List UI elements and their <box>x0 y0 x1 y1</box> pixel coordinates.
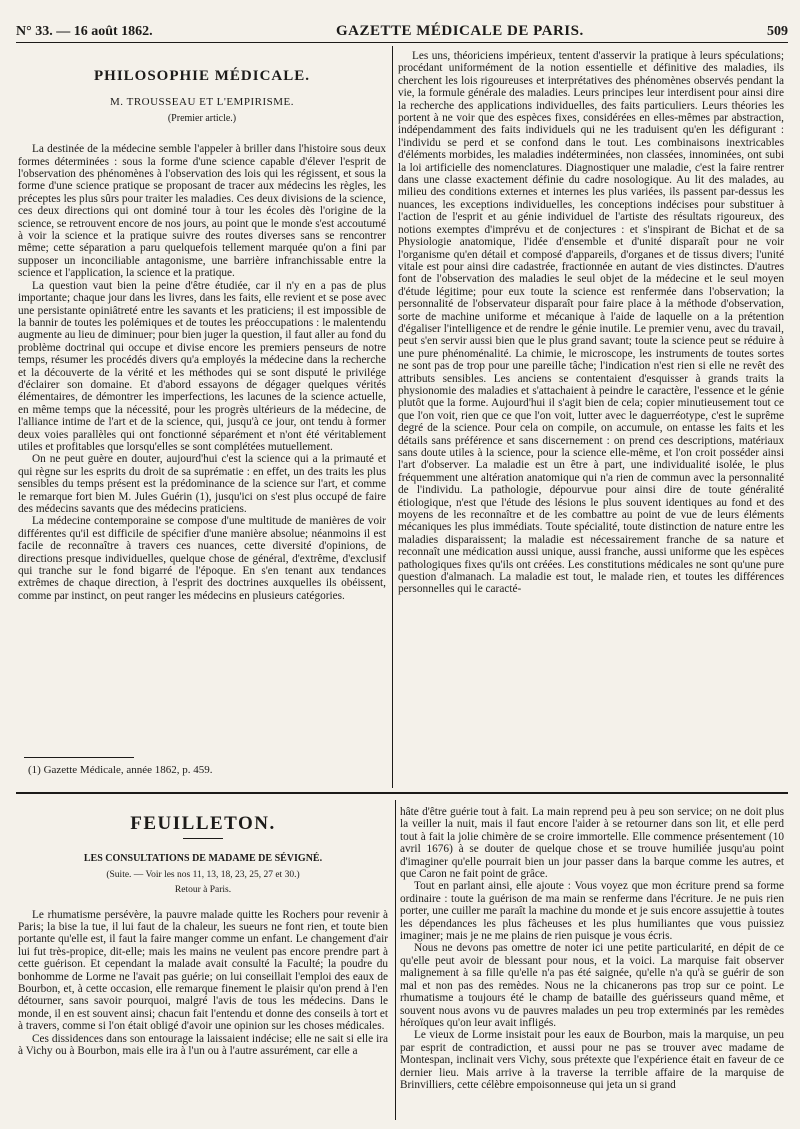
journal-title: GAZETTE MÉDICALE DE PARIS. <box>335 23 584 39</box>
feuilleton-title: FEUILLETON. <box>130 813 276 834</box>
paragraph: La destinée de la médecine semble l'appeler à briller dans l'histoire sous deux formes déterminées : sous la forme d'une science capable d'élever l'esprit de l'observation des phénomènes à l'observation des lois qui les régissent, et sous la forme d'une science pratique se proposant de tracer aux médecins les règles, les préceptes les plus sûrs pour traiter les maladies. Ces deux divisions de la science, ces deux directions qui ont dominé tour à tour les écoles dès l'origine de la science, se retrouvent encore de nos jours, au point que le monde s'est accoutumé à voir la science et la pratique suivre des routes diverses sans se rencontrer même; cette séparation a paru quelquefois tellement marquée qu'on a fini par supposer un inconciliable antagonisme, une barrière infranchissable entre la science et l'application, la science et la pratique. <box>18 143 386 280</box>
feuilleton-divider <box>16 792 788 794</box>
footnote-rule <box>24 757 134 758</box>
page-number: 509 <box>767 24 788 39</box>
paragraph: Les uns, théoriciens impérieux, tentent d'asservir la pratique à leurs spéculations; procédant uniformément de la notion essentielle et définitive des maladies, ils cherchent les lois rigoureuses et interprétatives des phénomènes observés pendant la vie, la formule générale des maladies. Leurs principes leur interdisent pour ainsi dire la recherche des applications individuelles, des faits particuliers. Leurs théories les portent à ne voir que des espèces fixes, considérées en elles-mêmes par abstraction, indépendamment des faits individuels qui ne les traduisent qu'en les défigurant : l'individu se perd et se confond dans le tout. Les combinaisons inextricables d'éléments morbides, les maladies indéterminées, non classées, innominées, ont subi la loi artificielle des nomenclatures. Diagnostiquer une maladie, c'est la faire rentrer dans une classe exactement définie du cadre nosologique. Au lit des malades, au milieu des conditions externes et internes les plus variées, ils passent par-dessus les nuances, les exceptions individuelles, les conceptions indécises pour substituer à l'action de l'esprit et au génie individuel de l'artiste des résultats rigoureux, des notions exemptes d'imprévu et de conjectures : et s'inspirant de Bichat et de sa Physiologie anatomique, l'idée d'ensemble et d'unité disparaît pour ne voir l'organisme qu'en détail et composé d'appareils, d'organes et de tissus divers; l'unité vitale est pour ainsi dire cadastrée, fractionnée en autant de vies distinctes. D'autres font de l'observation des maladies le seul objet de la médecine et le seul moyen d'étude légitime; pour eux toute la science est renfermée dans l'observation; la personnalité de l'observateur disparaît pour faire place à la méthode d'observation, sorte de machine uniforme et mécanique à l'aide de laquelle on a la prétention d'égaliser l'intelligence et de rendre le génie inutile. Le premier venu, avec du travail, peut s'en servir aussi bien que le plus grand savant; toute la science peut se réduire à une pure phénoménalité. La chimie, le microscope, les instruments de toutes sortes ne sont pas de trop pour une pareille tâche; l'indication n'est rien si elle ne revêt des attributs sensibles. Les anciens se contentaient d'esquisser à grands traits la physionomie des maladies et s'attachaient à peindre le caractère, l'essence et le génie plutôt que la forme. Aujourd'hui il s'agit bien de cela; copier minutieusement tout ce que l'on voit, rien que ce que l'on voit, lutter avec le daguerréotype, c'est le suprême degré de la science. Pour cela on compile, on accumule, on entasse les faits et les détails sans préférence et sans discernement : on prend ces descriptions, matériaux sans doute utiles à la science, pour la science elle-même, et l'on croit posséder ainsi l'art d'observer. La maladie est un être à part, une individualité isolée, le plus fréquemment une altération anatomique qui n'a rien de commun avec la personnalité de l'individu. La pathologie, dépourvue pour ainsi dire de toute généralité étiologique, n'est que l'étude des lésions le plus souvent identiques au fond et des moyens de les reconnaître et de les combattre au point de vue de leurs éléments mécaniques les plus immédiats. Toute spécialité, toute distinction de nature entre les maladies disparaissent; la maladie est nécessairement franche de sa nature et reconnaît une médication aussi unique, aussi franche, aussi uniforme que les espèces pathologiques fixes qu'ils ont créées. Les constitutions médicales ne sont qu'une pure question d'almanach. La maladie est tout, le malade rien, et toutes les différences personnelles qui le caracté- <box>398 50 784 596</box>
paragraph: Nous ne devons pas omettre de noter ici une petite particularité, en dépit de ce qu'elle peut avoir de blessant pour nous, et la voici. La marquise fait observer malignement à sa fille qu'elle n'a pas été saignée, qu'elle n'a qu'à se guérir de son mal et non pas des remèdes. Nous ne la chicanerons pas trop sur ce point. Le rhumatisme a toujours été le champ de bataille des guérisseurs quand même, et souvent nous avons vu de pauvres malades un peu trop exterminés par les remèdes héroïques qu'on leur avait infligés. <box>400 942 784 1029</box>
article-title: M. TROUSSEAU ET L'EMPIRISME. <box>110 96 294 109</box>
feuilleton-section-heading: Retour à Paris. <box>174 885 232 896</box>
article-column-right <box>398 50 784 788</box>
paragraph: Le rhumatisme persévère, la pauvre malade quitte les Rochers pour revenir à Paris; la bise la tue, il lui faut de la chaleur, les sueurs ne font rien, et toute bien portante qu'elle est, il faut la faire manger comme un enfant. Le changement d'air lui fut très-propice, dit-elle; mais les mains ne veulent pas encore prendre part à cette guérison. Et cependant la malade avait consulté la Faculté; la poudre du bonhomme de Lorme ne l'avait pas guérie; on lui conseillait l'emploi des eaux de Bourbon, et, à cette occasion, elle remarque finement le plaisir qu'on prend à l'en détourner, sans savoir pourquoi, malgré l'avis de tous les médecins. Dans le monde, il en est souvent ainsi; chacun fait l'entendu et donne des conseils à tort et à travers, comme si l'on était obligé d'avoir une opinion sur les choses médicales. <box>18 908 388 1033</box>
feuilleton-column-left <box>18 806 388 1124</box>
footnote: (1) Gazette Médicale, année 1862, p. 459. <box>28 764 213 776</box>
issue-line: N° 33. — 16 août 1862. <box>16 24 153 39</box>
paragraph: Ces dissidences dans son entourage la laissaient indécise; elle ne sait si elle ira à Vichy ou à Bourbon, mais elle ira à l'un ou à l'autre assurément, car elle a <box>18 1032 388 1058</box>
article-part: (Premier article.) <box>167 112 237 124</box>
feuilleton-subtitle: LES CONSULTATIONS DE MADAME DE SÉVIGNÉ. <box>83 853 323 865</box>
paragraph: Tout en parlant ainsi, elle ajoute : Vous voyez que mon écriture prend sa forme ordinaire : toute la guérison de ma main se renferme dans l'écriture. Je ne puis rien porter, une cuiller me paraît la machine du monde et je suis encore assujettie à toutes les dépendances les plus fâcheuses et les plus humiliantes que vous puissiez imaginer; mais je ne me plains de rien puisque je vous écris. <box>400 880 784 943</box>
paragraph: On ne peut guère en douter, aujourd'hui c'est la science qui a la primauté et qui règne sur les esprits du droit de sa suprématie : en effet, un des traits les plus sensibles du temps présent est la prédominance de la science sur l'art, et comme le remarque fort bien M. Jules Guérin (1), jusqu'ici on s'est plus occupé de faire des médecins savants que des médecins praticiens. <box>18 453 386 515</box>
feuilleton-column-right <box>400 806 784 1124</box>
short-rule <box>183 838 223 839</box>
column-divider <box>395 800 396 1120</box>
section-title: PHILOSOPHIE MÉDICALE. <box>93 68 311 84</box>
column-divider <box>392 46 393 788</box>
article-column-left <box>18 50 386 788</box>
feuilleton-suite: (Suite. — Voir les nos 11, 13, 18, 23, 25, 27 et 30.) <box>106 869 300 880</box>
paragraph: La question vaut bien la peine d'être étudiée, car il n'y en a pas de plus importante; chaque jour dans les livres, dans les faits, elle revient et se pose avec une persistante opiniâtreté entre les savants et les praticiens; il est impossible de la bannir de toutes les polémiques et de toutes les préoccupations : le malentendu augmente au lieu de diminuer; pour bien juger la question, il faut aller au fond du problème doctrinal qui occupe et divise encore les premiers penseurs de notre temps, résumer les procédés divers qu'a employés la médecine dans la recherche et la découverte de la vérité et les méthodes qui se sont disputé le privilége d'éclairer son domaine. Et d'abord essayons de dégager quelques vérités élémentaires, de démontrer les imperfections, les lacunes de la science actuelle, en même temps que la nécessité, pour les progrès ultérieurs de la médecine, de l'alliance intime de l'art et de la science, qui, jusqu'à ce jour, ont tendu à former deux voies parallèles qui ont fonctionné séparément et n'ont été véritablement utiles et profitables que lorsqu'elles se sont complétées mutuellement. <box>18 279 386 453</box>
page-header <box>16 18 788 43</box>
paragraph: La médecine contemporaine se compose d'une multitude de manières de voir différentes qu'il est difficile de spécifier d'une manière absolue; néanmoins il est facile de reconnaître à travers ces nuances, cette diversité d'opinions, de directions presque individuelles, quelque chose de général, d'extrême, d'exclusif qui tranche sur le fond bigarré de l'époque. En s'en tenant aux tendances extrêmes de chaque direction, à l'esprit des doctrines auxquelles ils obéissent, comme par instinct, on peut ranger les médecins en plusieurs catégories. <box>18 515 386 602</box>
paragraph: Le vieux de Lorme insistait pour les eaux de Bourbon, mais la marquise, un peu par esprit de contradiction, et aussi pour ne pas se trouver avec madame de Montespan, inclinait vers Vichy, sous prétexte que l'expérience était en faveur de ce dernier lieu. Mais arrive à la traverse la terrible affaire de la marquise de Brinvilliers, cette célèbre empoisonneuse qui jeta un si grand <box>400 1029 784 1091</box>
paragraph: hâte d'être guérie tout à fait. La main reprend peu à peu son service; on ne doit plus la veiller la nuit, mais il faut encore l'aider à se retourner dans son lit, et elle perd tout à fait la jolie chimère de se croire immortelle. Elle commence présentement (10 avril 1676) à se douter de quelque chose et se trouve humiliée jusqu'au point d'imaginer qu'elle pourrait bien un jour passer dans la barque comme les autres, et que Caron ne fait point de grâce. <box>400 806 784 881</box>
